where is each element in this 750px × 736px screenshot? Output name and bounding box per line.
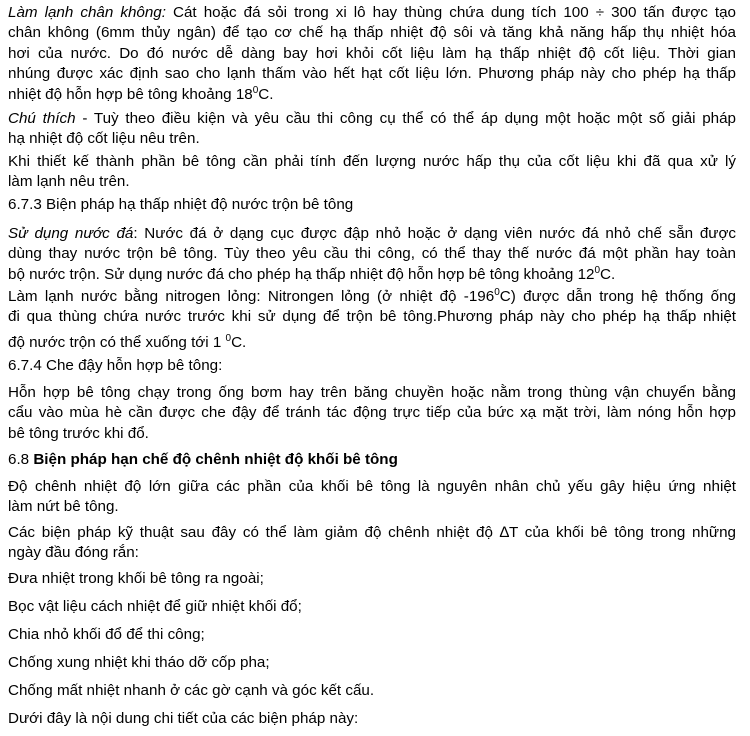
text-line: dùng thay nước trộn bê tông. Tùy theo yêu cầu thi công, có thể thay thế nước đá một phần hay toàn (8, 245, 736, 263)
text-line: hơi của nước. Do đó nước dễ dàng bay hơi khỏi cốt liệu làm hạ thấp nhiệt độ cốt liệu. Thời gian (8, 44, 736, 62)
list-item-3: Chia nhỏ khối đổ để thi công; (8, 626, 205, 643)
closing-sentence: Dưới đây là nội dung chi tiết của các biện pháp này: (8, 710, 359, 727)
paragraph-nitrogen (8, 287, 736, 353)
heading-number: 6.8 (8, 451, 34, 468)
paragraph-note (8, 109, 736, 150)
paragraph-temperature-difference (8, 477, 736, 518)
heading-6-7-4: 6.7.4 Che đậy hỗn hợp bê tông: (8, 357, 223, 374)
text-line: cẩu vào mùa hè cần được che đậy để tránh tác động trực tiếp của bức xạ mặt trời, làm nóng hỗn hợp (8, 404, 736, 422)
term-vacuum-cooling: Làm lạnh chân không: (8, 4, 166, 21)
text-line: độ nước trộn có thể xuống tới 1 $^0$C. (8, 332, 247, 351)
text-line: nhiệt độ hỗn hợp bê tông khoảng $18^0C$. (8, 84, 274, 103)
text-line: nhúng được xác định sao cho lạnh thấm vào hết hạt cốt liệu lớn. Phương pháp này cho phép hạ thấp (8, 65, 736, 83)
superscript: 0 (494, 286, 500, 298)
text-line: Làm lạnh nước bằng nitrogen lỏng: Nitrongen lỏng (ở nhiệt độ $-196^0C$) được dẫn trong hệ thống ống (8, 286, 736, 305)
paragraph-ice (8, 224, 736, 285)
text-line: Sử dụng nước đá: Nước đá ở dạng cục được đập nhỏ hoặc ở dạng viên nước đá nhỏ chế sẵn được (8, 225, 736, 242)
text-line: ngày đầu đóng rắn: (8, 544, 139, 562)
heading-title: Biện pháp hạn chế độ chênh nhiệt độ khối bê tông (33, 451, 398, 468)
heading-6-7-3: 6.7.3 Biện pháp hạ thấp nhiệt độ nước trộn bê tông (8, 196, 354, 213)
text-line: Các biện pháp kỹ thuật sau đây có thể làm giảm độ chênh nhiệt độ ∆T của khối bê tông trong những (8, 524, 736, 541)
text-line: làm nứt bê tông. (8, 498, 119, 516)
term-note: Chú thích (8, 110, 76, 127)
list-item-1: Đưa nhiệt trong khối bê tông ra ngoài; (8, 570, 264, 587)
superscript: 0 (252, 84, 259, 96)
superscript: 0 (594, 264, 601, 276)
text-line: đi qua thùng chứa nước trước khi sử dụng để trộn bê tông.Phương pháp này cho phép hạ thấp nhiệt (8, 308, 736, 326)
paragraph-design-note (8, 152, 736, 193)
text-line: Khi thiết kế thành phần bê tông cần phải tính đến lượng nước hấp thụ của cốt liệu khi đã qua xử lý (8, 153, 736, 170)
text-line: làm lạnh nêu trên. (8, 173, 130, 191)
paragraph-measures-intro (8, 523, 736, 564)
text-line: Chú thích - Tuỳ theo điều kiện và yêu cầu thi công cụ thể có thể áp dụng một hoặc một số giải pháp (8, 110, 736, 127)
text-line: hạ nhiệt độ cốt liệu nêu trên. (8, 130, 200, 148)
heading-6-8 (8, 450, 736, 470)
term-ice: Sử dụng nước đá (8, 225, 134, 242)
paragraph-vacuum-cooling (8, 3, 736, 105)
list-item-5: Chống mất nhiệt nhanh ở các gờ cạnh và góc kết cấu. (8, 682, 375, 699)
text-line: Hỗn hợp bê tông chạy trong ống bơm hay trên băng chuyền hoặc nằm trong thùng vận chuyển bằng (8, 384, 736, 401)
text-line: Độ chênh nhiệt độ lớn giữa các phần của khối bê tông là nguyên nhân chủ yếu gây hiệu ứng nhiệt (8, 478, 736, 495)
text-line: chân không (6mm thủy ngân) để tạo cơ chế hạ thấp nhiệt độ sôi và tăng khả năng hấp thụ nhiệt hóa (8, 24, 736, 42)
superscript: 0 (225, 332, 232, 344)
text-line: bộ nước trộn. Sử dụng nước đá cho phép hạ thấp nhiệt độ hỗn hợp bê tông khoảng $12^0C$. (8, 264, 616, 283)
paragraph-cover (8, 383, 736, 444)
text-line: Làm lạnh chân không: Cát hoặc đá sỏi trong xi lô hay thùng chứa dung tích 100 ÷ 300 tấn được tạo (8, 4, 736, 21)
list-item-4: Chống xung nhiệt khi tháo dỡ cốp pha; (8, 654, 270, 671)
list-item-2: Bọc vật liệu cách nhiệt để giữ nhiệt khối đổ; (8, 598, 302, 615)
text-line: bê tông trước khi đổ. (8, 424, 149, 442)
